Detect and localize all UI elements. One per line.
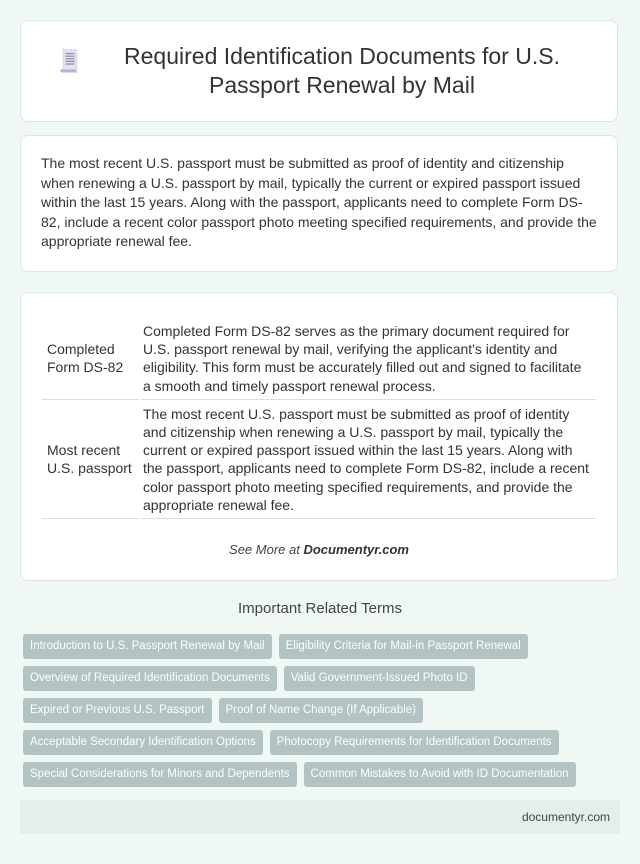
related-term-tag[interactable]: Acceptable Secondary Identification Options	[23, 730, 263, 755]
table-row	[42, 317, 596, 400]
document-receipt-icon	[59, 48, 81, 74]
table-row-term: Most recent U.S. passport	[42, 400, 139, 519]
table-row-description: Completed Form DS-82 serves as the primary document required for U.S. passport renewal by mail, verifying the applicant's identity and eligibility. This form must be accurately filled out and signed to facilitate a smooth and timely passport renewal process.	[141, 317, 596, 400]
related-term-tag[interactable]: Proof of Name Change (If Applicable)	[219, 698, 424, 723]
related-term-tag[interactable]: Special Considerations for Minors and Dependents	[23, 762, 297, 787]
related-term-tag[interactable]: Overview of Required Identification Documents	[23, 666, 277, 691]
related-terms-title: Important Related Terms	[238, 600, 402, 617]
related-term-tag[interactable]: Introduction to U.S. Passport Renewal by Mail	[23, 634, 272, 659]
related-term-tag[interactable]: Photocopy Requirements for Identification Documents	[270, 730, 559, 755]
title-card	[20, 20, 618, 122]
related-term-tag[interactable]: Valid Government-Issued Photo ID	[284, 666, 475, 691]
related-term-tag[interactable]: Eligibility Criteria for Mail-in Passport Renewal	[279, 634, 528, 659]
intro-paragraph: The most recent U.S. passport must be submitted as proof of identity and citizenship when renewing a U.S. passport by mail, typically the current or expired passport issued within the last 15 years. Along with the passport, applicants need to complete Form DS-82, include a recent color passport photo meeting specified requirements, and provide the appropriate renewal fee.	[41, 155, 597, 249]
table-row-term: Completed Form DS-82	[42, 317, 139, 400]
title-wrap	[59, 42, 579, 100]
related-terms-tags	[23, 634, 623, 787]
table-row	[42, 400, 596, 519]
see-more	[21, 542, 617, 557]
footer-site-link[interactable]: documentyr.com	[521, 810, 610, 824]
footer	[20, 800, 620, 834]
page-title: Required Identification Documents for U.S. Passport Renewal by Mail	[124, 43, 560, 98]
see-more-prefix: See More at	[229, 542, 304, 557]
related-term-tag[interactable]: Expired or Previous U.S. Passport	[23, 698, 212, 723]
documents-table-card	[20, 292, 618, 581]
table-row-description: The most recent U.S. passport must be submitted as proof of identity and citizenship when renewing a U.S. passport by mail, typically the current or expired passport issued within the last 15 years. Along with the passport, applicants need to complete Form DS-82, include a recent color passport photo meeting specified requirements, and provide the appropriate renewal fee.	[141, 400, 596, 519]
related-term-tag[interactable]: Common Mistakes to Avoid with ID Documentation	[304, 762, 576, 787]
documents-table	[40, 317, 598, 519]
intro-card	[20, 135, 618, 272]
see-more-link[interactable]: Documentyr.com	[303, 542, 409, 557]
